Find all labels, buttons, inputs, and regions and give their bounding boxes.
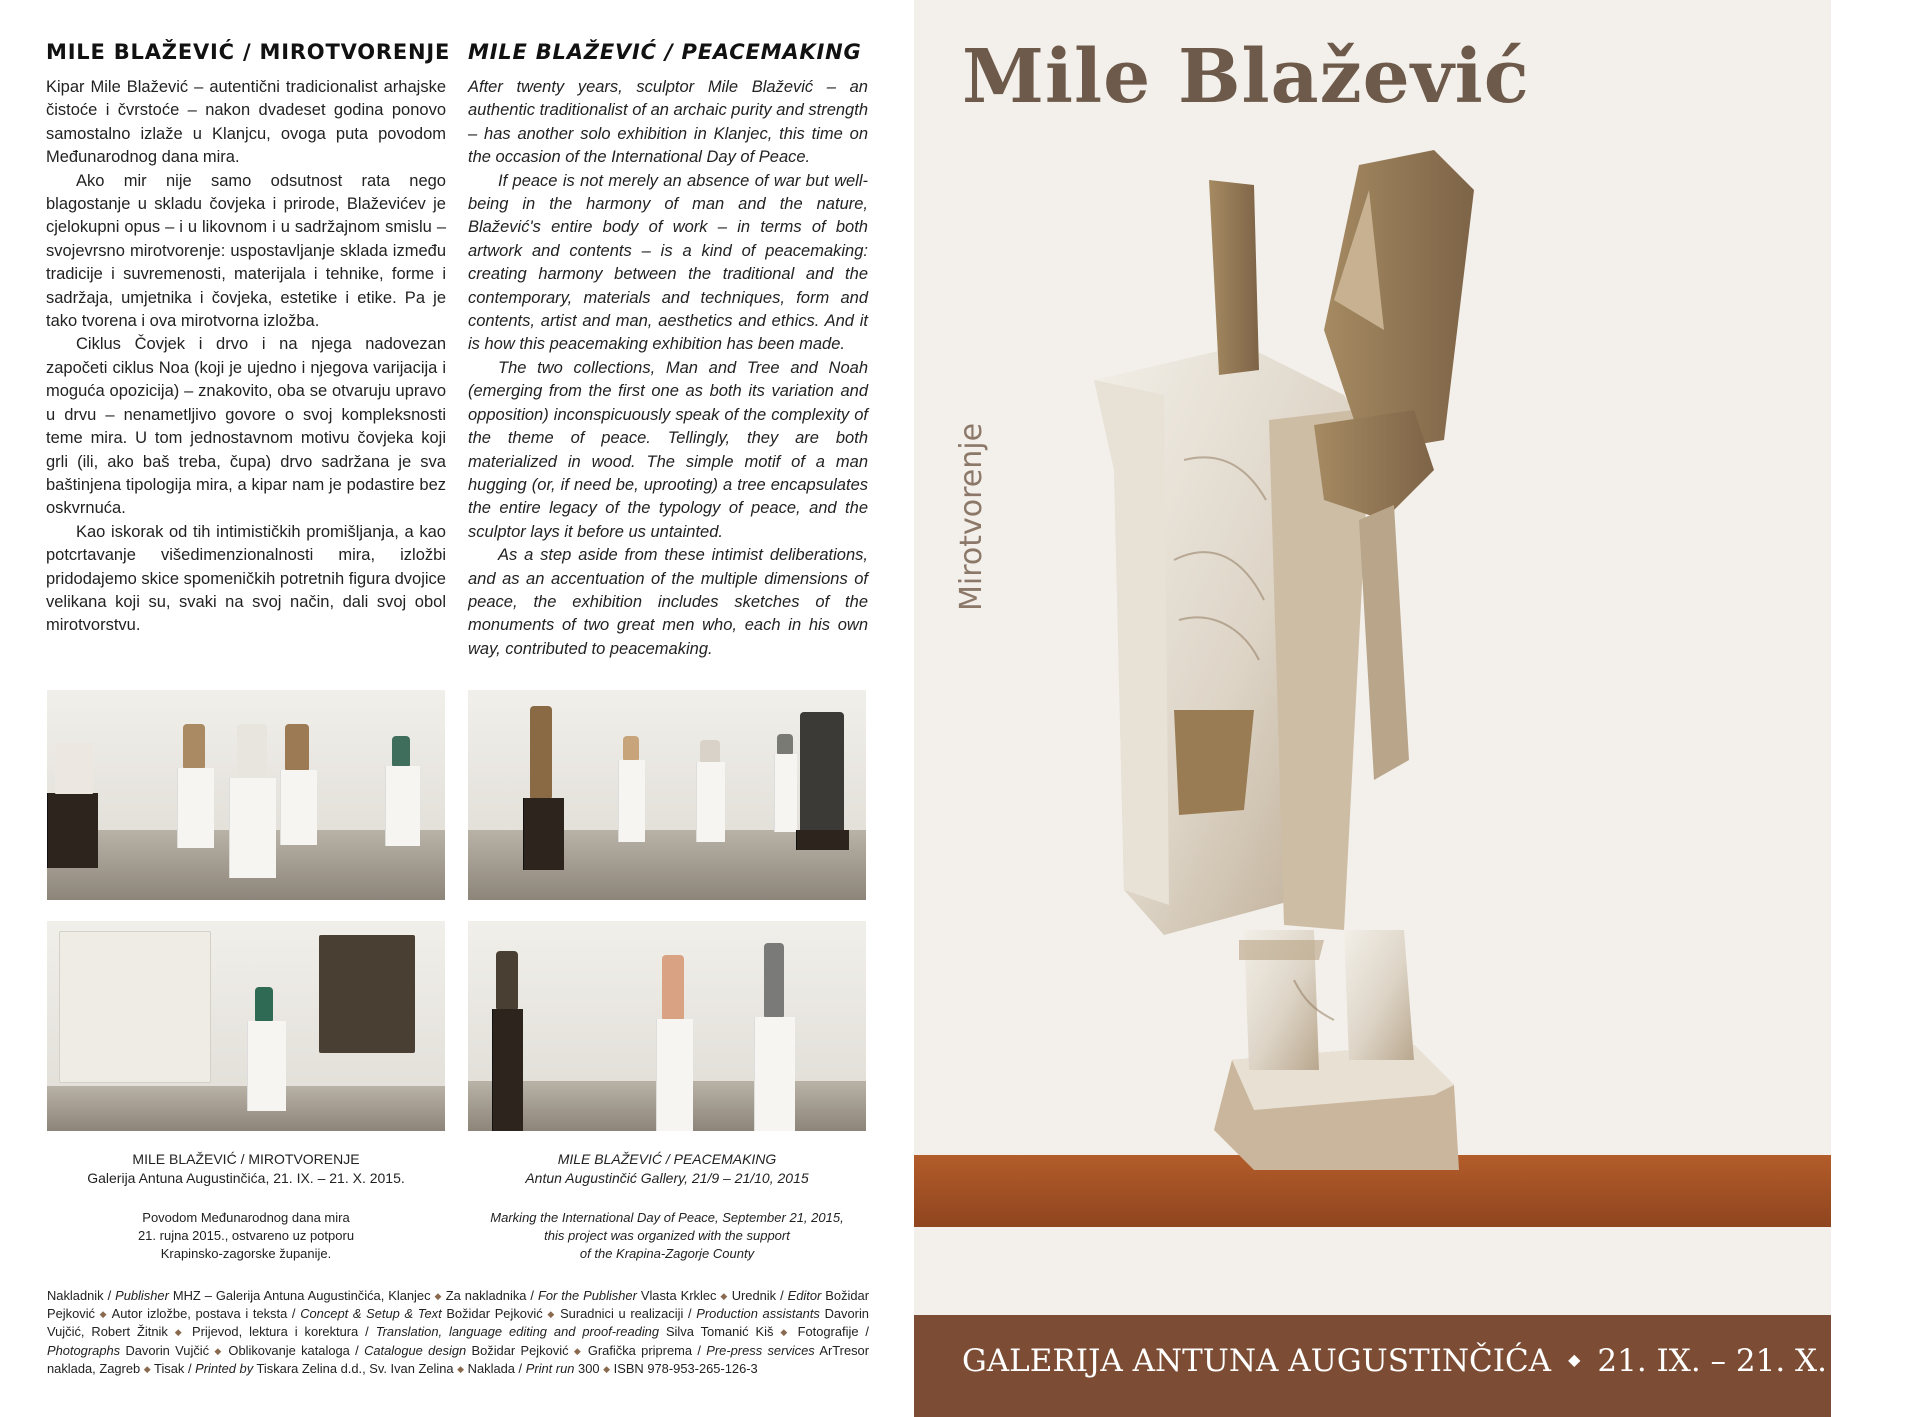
english-caption-note-2: this project was organized with the support — [544, 1228, 790, 1243]
exhibition-photo-2 — [468, 690, 866, 900]
croatian-text-column — [46, 40, 451, 638]
croatian-heading: MILE BLAŽEVIĆ / MIROTVORENJE — [46, 40, 451, 64]
croatian-paragraph-3: Ciklus Čovjek i drvo i na njega nadovezan započeti ciklus Noa (koji je ujedno i njegova varijacija i moguća opozicija) – znakovito, oba se otvaruju upravo u drvu – nenametljivo govore o svoj kompleksnosti teme mira. U tom jednostavnom motivu čovjeka koji grli (ili, ako baš treba, čupa) drvo sadržana je sva baštinjena tipologija mira, a kipar nam je podastire bez oskvrnuća. — [46, 335, 446, 518]
exhibition-photo-1 — [47, 690, 445, 900]
credit-for-publisher: Za nakladnika / For the Publisher Vlasta Krklec — [445, 1288, 717, 1303]
english-caption-title: MILE BLAŽEVIĆ / PEACEMAKING — [557, 1151, 777, 1167]
croatian-caption-venue: Galerija Antuna Augustinčića, 21. IX. – 21. X. 2015. — [87, 1170, 405, 1186]
english-paragraph-1: After twenty years, sculptor Mile Blažević – an authentic traditionalist of an archaic purity and strength – has another solo exhibition in Klanjec, this time on the occasion of the International Day of Peace. — [468, 78, 868, 167]
credit-design: Oblikovanje kataloga / Catalogue design Božidar Pejković — [228, 1342, 569, 1358]
credit-concept: Autor izložbe, postava i teksta / Concept & Setup & Text Božidar Pejković — [111, 1306, 543, 1322]
credit-photographs: Fotografije / Photographs Davorin Vujčić — [47, 1324, 870, 1358]
exhibition-photo-4 — [468, 921, 866, 1131]
croatian-caption-note-3: Krapinsko-zagorske županije. — [160, 1246, 332, 1261]
english-heading: MILE BLAŽEVIĆ / PEACEMAKING — [468, 40, 862, 64]
exhibition-subtitle: Mirotvorenje — [954, 422, 989, 611]
english-caption-note-1: Marking the International Day of Peace, September 21, 2015, — [490, 1210, 844, 1225]
croatian-paragraph-2: Ako mir nije samo odsutnost rata nego blagostanje u skladu čovjeka i prirode, Blaževićev je cjelokupni opus – i u likovnom i u sadržajnom smislu – svojevrsno mirotvorenje: uspostavljanje sklada između tradicije i suvremenosti, materijala i tehnike, forme i sadržaja, umjetnika i čovjeka, estetike i etike. Pa je tako tvorena i ova mirotvorna izložba. — [46, 171, 446, 331]
credit-prepress: Grafička priprema / Pre-press services ArTresor naklada, Zagreb — [47, 1342, 870, 1376]
cover-page — [914, 0, 1926, 1417]
croatian-paragraph-1: Kipar Mile Blažević – autentični tradicionalist arhajske čistoće i čvrstoće – nakon dvadeset godina ponovo samostalno izlaže u Klanjcu, ovoga puta povodom Međunarodnog dana mira. — [46, 78, 446, 167]
english-paragraph-4: As a step aside from these intimist deliberations, and as an accentuation of the multiple dimensions of peace, the exhibition includes sketches of the monuments of two great men who, each in his own way, contributed to peacemaking. — [468, 546, 868, 658]
credit-editor: Urednik / Editor Božidar Pejković — [47, 1288, 870, 1322]
cover-footer-text — [962, 1343, 1926, 1379]
croatian-caption-note-2: 21. rujna 2015., ostvareno uz potporu — [137, 1228, 355, 1243]
english-text-column — [468, 40, 868, 661]
credit-production-assistants: Suradnici u realizaciji / Production assistants Davorin Vujčić, Robert Žitnik — [47, 1306, 869, 1340]
wooden-sculpture — [914, 0, 1831, 1417]
inside-page — [0, 0, 912, 1417]
credit-translation: Prijevod, lektura i korektura / Translation, language editing and proof-reading Silva Tomanić Kiš — [192, 1324, 774, 1340]
gallery-name: GALERIJA ANTUNA AUGUSTINČIĆA — [962, 1343, 1552, 1379]
credit-isbn: ISBN 978-953-265-126-3 — [613, 1360, 758, 1376]
exhibition-dates: 21. IX. – 21. X. 2015. — [1597, 1343, 1926, 1379]
colophon: Nakladnik / Publisher MHZ – Galerija Antuna Augustinčića, Klanjec ◆ Za nakladnika / For the Publisher Vlasta Krklec ◆ Urednik / Editor Božidar Pejković ◆ Autor izložbe, postava i teksta / Concept & Setup & Text Božidar Pejković ◆ Suradnici u realizaciji / Production assistants Davorin Vujčić, Robert Žitnik ◆ Prijevod, lektura i korektura / Translation, language editing and proof-reading Silva Tomanić Kiš ◆ Fotografije / Photographs Davorin Vujčić ◆ Oblikovanje kataloga / Catalogue design Božidar Pejković ◆ Grafička priprema / Pre-press services ArTresor naklada, Zagreb ◆ Tisak / Printed by Tiskara Zelina d.d., Sv. Ivan Zelina ◆ Naklada / Print run 300 ◆ ISBN 978-953-265-126-3 — [47, 1288, 870, 1376]
english-paragraph-3: The two collections, Man and Tree and Noah (emerging from the first one as both its variation and opposition) inconspicuously speak of the complexity of the theme of peace. Tellingly, they are both materialized in wood. The simple motif of a man hugging (or, if need be, uprooting) a tree encapsulates the entire legacy of the typology of peace, and the sculptor lays it before us untainted. — [468, 358, 868, 541]
croatian-caption-title: MILE BLAŽEVIĆ / MIROTVORENJE — [132, 1151, 360, 1167]
credit-print-run: Naklada / Print run 300 — [467, 1360, 600, 1376]
english-caption-note-3: of the Krapina-Zagorje County — [579, 1246, 755, 1261]
credit-publisher: Nakladnik / Publisher MHZ – Galerija Antuna Augustinčića, Klanjec — [47, 1288, 431, 1303]
artist-name: Mile Blažević — [962, 34, 1530, 120]
croatian-caption — [47, 1150, 445, 1263]
diamond-separator-icon: ◆ — [1568, 1350, 1581, 1369]
english-caption — [468, 1150, 866, 1263]
english-caption-venue: Antun Augustinčić Gallery, 21/9 – 21/10, 2015 — [525, 1170, 809, 1186]
credit-printer: Tisak / Printed by Tiskara Zelina d.d., Sv. Ivan Zelina — [154, 1360, 454, 1376]
croatian-caption-note-1: Povodom Međunarodnog dana mira — [142, 1210, 350, 1225]
english-paragraph-2: If peace is not merely an absence of war but well-being in the harmony of man and the nature, Blažević's entire body of work – in terms of both artwork and contents – is a kind of peacemaking: creating harmony between the traditional and the contemporary, materials and techniques, form and contents, artist and man, aesthetics and ethics. And it is how this peacemaking exhibition has been made. — [468, 171, 868, 354]
croatian-paragraph-4: Kao iskorak od tih intimističkih promišljanja, a kao potcrtavanje višedimenzionalnosti mira, izložbi pridodajemo skice spomeničkih potretnih figura dvojice velikana koji su, svaki na svoj način, dali svoj obol mirotvorstvu. — [46, 522, 446, 635]
exhibition-photo-3 — [47, 921, 445, 1131]
